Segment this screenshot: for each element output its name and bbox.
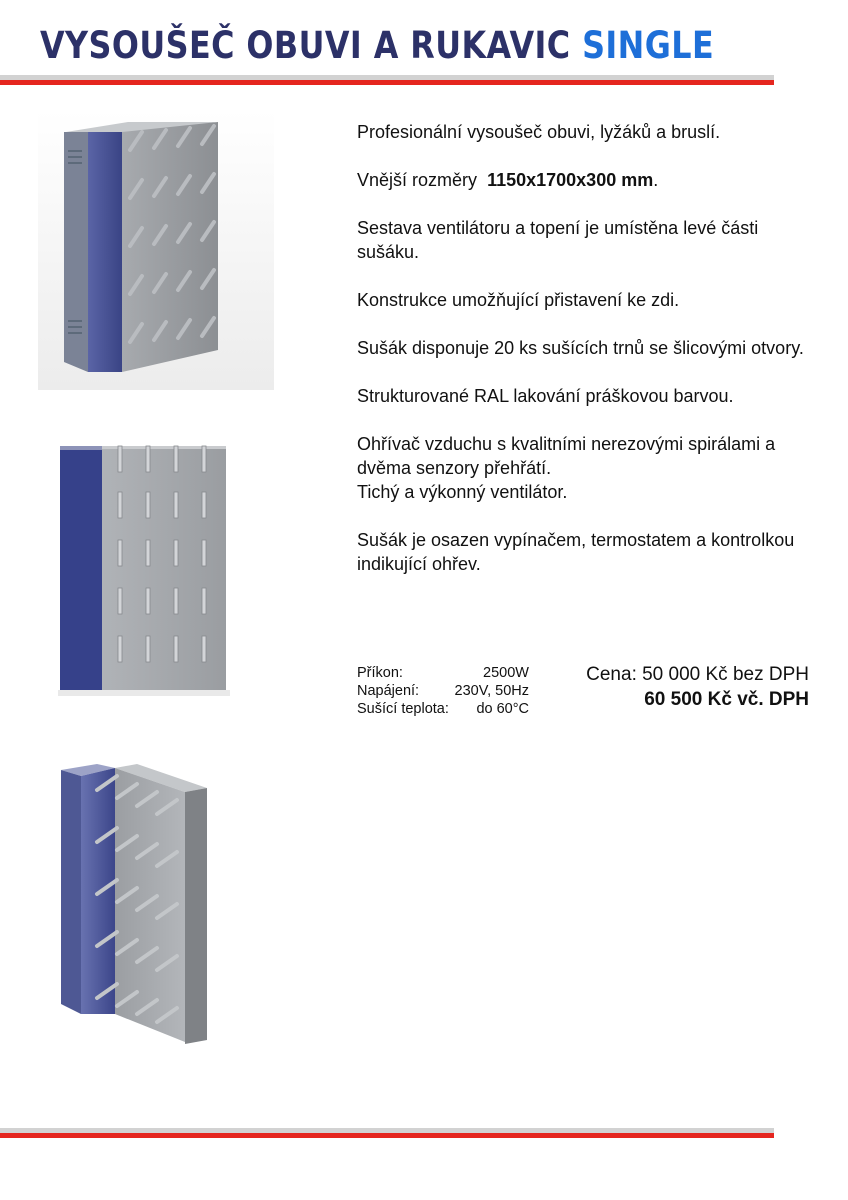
heater-text: Ohřívač vzduchu s kvalitními nerezovými spirálami a dvěma senzory přehřátí.	[357, 434, 776, 478]
footer-stripe	[0, 1128, 774, 1138]
title-main: VYSOUŠEČ OBUVI A RUKAVIC	[40, 24, 571, 67]
description-construction: Konstrukce umožňující přistavení ke zdi.	[357, 290, 680, 310]
dimensions-label: Vnější rozměry	[357, 170, 478, 190]
description-controls: Sušák je osazen vypínačem, termostatem a kontrolkou indikující ohřev.	[357, 530, 795, 574]
product-description	[357, 120, 817, 600]
page-title	[40, 24, 714, 67]
fan-text: Tichý a výkonný ventilátor.	[357, 482, 568, 502]
spec-value: 230V, 50Hz	[454, 683, 529, 699]
description-dimensions	[357, 168, 817, 192]
spec-label: Příkon:	[357, 665, 403, 681]
spec-row-power	[357, 664, 529, 682]
price-net: Cena: 50 000 Kč bez DPH	[586, 664, 809, 685]
description-fan-heater: Sestava ventilátoru a topení je umístěna levé části sušáku.	[357, 218, 759, 262]
spec-label: Napájení:	[357, 683, 420, 699]
spec-row-temperature	[357, 700, 529, 718]
spec-value: do 60°C	[476, 701, 529, 717]
title-accent: SINGLE	[582, 24, 715, 67]
dimensions-suffix: .	[653, 170, 659, 190]
product-image-front	[38, 440, 272, 702]
spec-value: 2500W	[483, 665, 529, 681]
header-stripe	[0, 75, 774, 85]
product-image-perspective	[38, 110, 274, 390]
spec-row-supply	[357, 682, 529, 700]
dimensions-value: 1150x1700x300 mm	[487, 170, 654, 190]
price-block	[586, 662, 809, 712]
specs-table	[357, 664, 529, 718]
description-heater	[357, 432, 817, 504]
description-coating: Strukturované RAL lakování práškovou barvou.	[357, 386, 734, 406]
description-intro: Profesionální vysoušeč obuvi, lyžáků a bruslí.	[357, 122, 721, 142]
spec-label: Sušící teplota:	[357, 701, 449, 717]
description-pegs: Sušák disponuje 20 ks sušících trnů se šlicovými otvory.	[357, 338, 804, 358]
product-image-side	[25, 752, 280, 1054]
price-gross: 60 500 Kč vč. DPH	[644, 689, 809, 710]
